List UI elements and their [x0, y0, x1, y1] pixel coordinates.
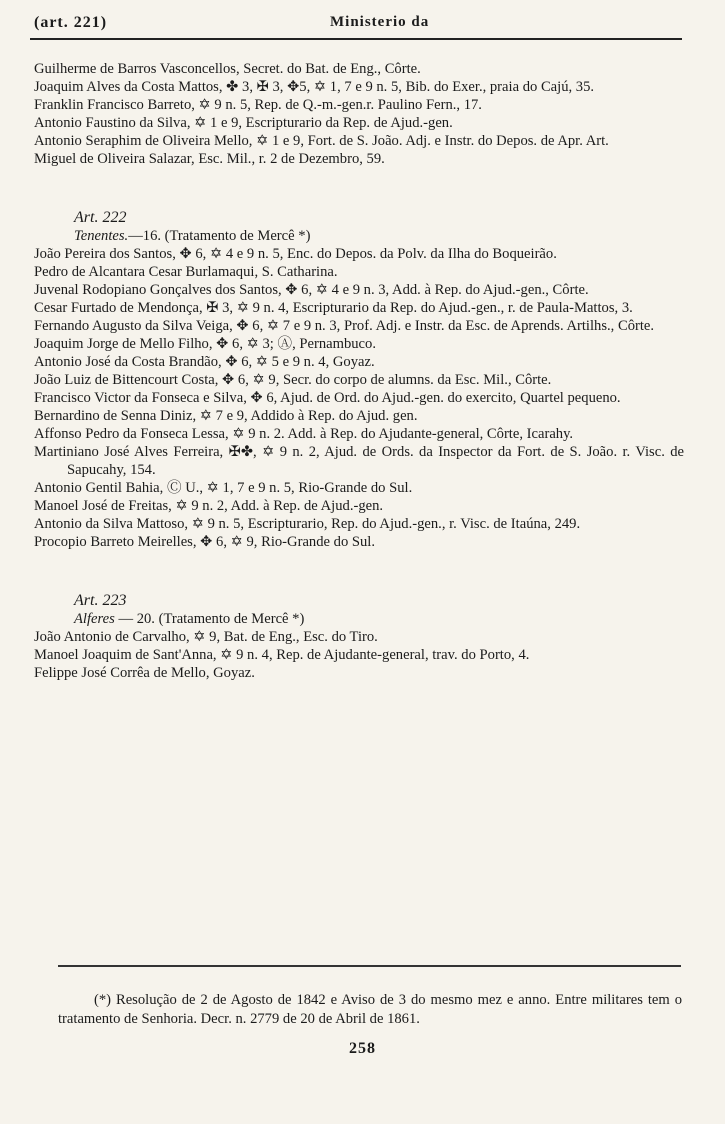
list-entry: Fernando Augusto da Silva Veiga, ✥ 6, ✡ 7 e 9 n. 3, Prof. Adj. e Instr. da Esc. de Aprends. Artilhs., Côrte.	[34, 318, 655, 334]
rank-count: —16. (Tratamento de Mercê *)	[128, 228, 311, 244]
list-entry: Miguel de Oliveira Salazar, Esc. Mil., r. 2 de Dezembro, 59.	[34, 151, 385, 167]
section-secretaries	[34, 60, 684, 168]
header-article-ref: (art. 221)	[34, 14, 108, 31]
header-rule	[30, 38, 682, 40]
header-running-title: Ministerio da	[330, 14, 430, 30]
list-entry: João Luiz de Bittencourt Costa, ✥ 6, ✡ 9, Secr. do corpo de alumns. da Esc. Mil., Côrte.	[34, 372, 552, 388]
list-entry: Manoel José de Freitas, ✡ 9 n. 2, Add. à Rep. de Ajud.-gen.	[34, 498, 384, 514]
page-header	[30, 14, 688, 36]
list-entry: Cesar Furtado de Mendonça, ✠ 3, ✡ 9 n. 4, Escripturario da Rep. do Ajud.-gen., r. de Paula-Mattos, 3.	[34, 300, 633, 316]
rank-heading	[74, 227, 684, 245]
rank-label: Alferes	[74, 611, 115, 627]
rank-label: Tenentes.	[74, 228, 129, 244]
page-number: 258	[349, 1040, 376, 1057]
list-entry: Pedro de Alcantara Cesar Burlamaqui, S. Catharina.	[34, 264, 338, 280]
list-entry: João Antonio de Carvalho, ✡ 9, Bat. de Eng., Esc. do Tiro.	[34, 629, 378, 645]
list-entry: Affonso Pedro da Fonseca Lessa, ✡ 9 n. 2. Add. à Rep. do Ajudante-general, Côrte, Icarahy.	[34, 426, 574, 442]
list-entry: Felippe José Corrêa de Mello, Goyaz.	[34, 665, 255, 681]
section-alferes	[34, 591, 684, 682]
rank-count: — 20. (Tratamento de Mercê *)	[114, 611, 305, 627]
list-entry: Antonio José da Costa Brandão, ✥ 6, ✡ 5 e 9 n. 4, Goyaz.	[34, 354, 375, 370]
article-heading: Art. 222	[74, 209, 127, 226]
list-entry: Francisco Victor da Fonseca e Silva, ✥ 6, Ajud. de Ord. do Ajud.-gen. do exercito, Quartel pequeno.	[34, 390, 621, 406]
section-tenentes	[34, 208, 684, 551]
list-entry: Manoel Joaquim de Sant'Anna, ✡ 9 n. 4, Rep. de Ajudante-general, trav. do Porto, 4.	[34, 647, 530, 663]
list-entry: Antonio Faustino da Silva, ✡ 1 e 9, Escripturario da Rep. de Ajud.-gen.	[34, 115, 453, 131]
list-entry: Antonio Gentil Bahia, Ⓒ U., ✡ 1, 7 e 9 n. 5, Rio-Grande do Sul.	[34, 480, 413, 496]
footnote: (*) Resolução de 2 de Agosto de 1842 e Aviso de 3 do mesmo mez e anno. Entre militares tem o tratamento de Senhoria. Decr. n. 2779 de 20 de Abril de 1861.	[58, 991, 682, 1027]
document-body	[34, 60, 684, 682]
list-entry: Martiniano José Alves Ferreira, ✠✤, ✡ 9 n. 2, Ajud. de Ords. da Inspector da Fort. de S. João. r. Visc. de Sapucahy, 154.	[34, 444, 684, 478]
section-spacer	[34, 168, 684, 208]
list-entry: Antonio da Silva Mattoso, ✡ 9 n. 5, Escripturario, Rep. do Ajud.-gen., r. Visc. de Itaúna, 249.	[34, 516, 581, 532]
list-entry: Joaquim Alves da Costa Mattos, ✤ 3, ✠ 3, ✥5, ✡ 1, 7 e 9 n. 5, Bib. do Exer., praia do Cajú, 35.	[34, 79, 595, 95]
article-heading: Art. 223	[74, 592, 127, 609]
list-entry: Bernardino de Senna Diniz, ✡ 7 e 9, Addido à Rep. do Ajud. gen.	[34, 408, 418, 424]
list-entry: Antonio Seraphim de Oliveira Mello, ✡ 1 e 9, Fort. de S. João. Adj. e Instr. do Depos. de Apr. Art.	[34, 133, 609, 149]
footnote-rule	[58, 965, 681, 967]
list-entry: Guilherme de Barros Vasconcellos, Secret. do Bat. de Eng., Côrte.	[34, 61, 421, 77]
list-entry: Franklin Francisco Barreto, ✡ 9 n. 5, Rep. de Q.-m.-gen.r. Paulino Fern., 17.	[34, 97, 482, 113]
rank-heading	[74, 610, 684, 628]
list-entry: Joaquim Jorge de Mello Filho, ✥ 6, ✡ 3; Ⓐ, Pernambuco.	[34, 336, 376, 352]
list-entry: Procopio Barreto Meirelles, ✥ 6, ✡ 9, Rio-Grande do Sul.	[34, 534, 376, 550]
list-entry: João Pereira dos Santos, ✥ 6, ✡ 4 e 9 n. 5, Enc. do Depos. da Polv. da Ilha do Boqueirão.	[34, 246, 557, 262]
section-spacer	[34, 551, 684, 591]
list-entry: Juvenal Rodopiano Gonçalves dos Santos, ✥ 6, ✡ 4 e 9 n. 3, Add. à Rep. do Ajud.-gen., Côrte.	[34, 282, 589, 298]
